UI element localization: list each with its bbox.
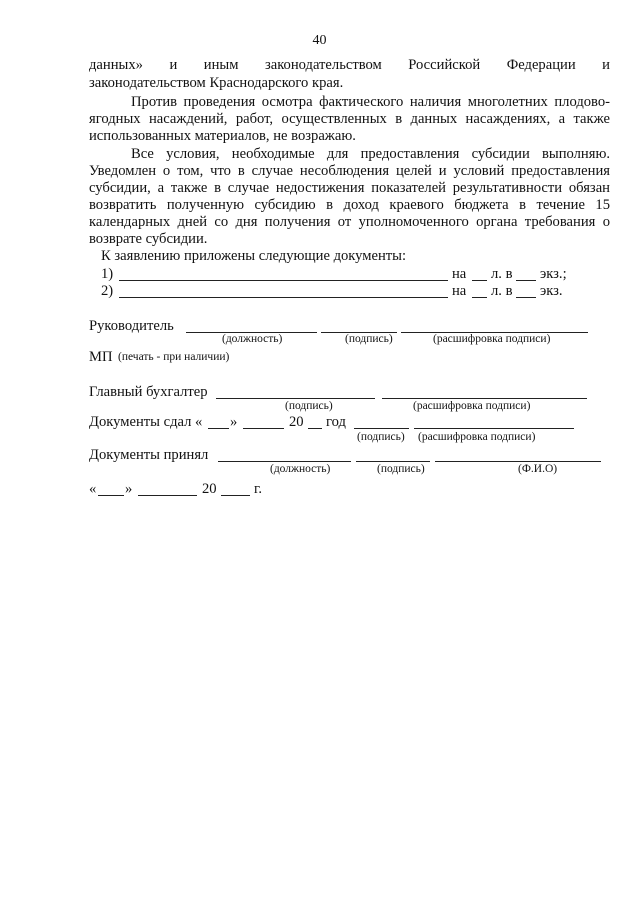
submitted-signature-caption: (подпись) — [357, 431, 405, 443]
received-name-caption: (Ф.И.О) — [518, 463, 558, 475]
attachment-2-line[interactable] — [119, 297, 448, 298]
para1-line2: законодательством Краснодарского края. — [89, 75, 344, 91]
submitted-label: Документы сдал « — [89, 414, 203, 430]
attachment-1-line[interactable] — [119, 280, 448, 281]
attachment-1-l: л. в — [491, 266, 513, 282]
para1-line1 — [89, 57, 610, 74]
para3-line6: возврате субсидии. — [89, 231, 208, 247]
submitted-year-field[interactable] — [308, 428, 322, 429]
submitted-transcript-field[interactable] — [414, 428, 574, 429]
received-day-field[interactable] — [98, 495, 124, 496]
received-label: Документы принял — [89, 447, 209, 463]
attachment-1-sheets-field[interactable] — [472, 280, 487, 281]
attachment-2-na: на — [452, 283, 467, 299]
received-position-field[interactable] — [218, 461, 351, 462]
accountant-transcript-caption: (расшифровка подписи) — [413, 400, 531, 412]
stamp-label: МП — [89, 349, 113, 365]
attachment-1-number: 1) — [101, 266, 114, 282]
para2-line1: Против проведения осмотра фактического наличия многолетних плодово- — [131, 94, 610, 110]
word: Российской — [408, 57, 481, 73]
attachment-1-ekz: экз.; — [540, 266, 567, 282]
accountant-label: Главный бухгалтер — [89, 384, 208, 400]
attachment-2-copies-field[interactable] — [516, 297, 536, 298]
received-position-caption: (должность) — [270, 463, 331, 475]
accountant-signature-caption: (подпись) — [285, 400, 333, 412]
attachment-2-l: л. в — [491, 283, 513, 299]
attachment-1-copies-field[interactable] — [516, 280, 536, 281]
para2-line3: использованных материалов, не возражаю. — [89, 128, 356, 144]
accountant-signature-field[interactable] — [216, 398, 375, 399]
received-close-quote: » — [125, 481, 133, 497]
attachments-intro: К заявлению приложены следующие документы: — [101, 248, 407, 264]
para3-line2: Уведомлен о том, что в случае несоблюдения целей и условий предоставления — [89, 163, 610, 179]
para3-line4: возвратить полученную субсидию в доход краевого бюджета в течение 15 — [89, 197, 610, 213]
para3-line3: субсидии, а также в случае недостижения показателей результативности обязан — [89, 180, 610, 196]
head-signature-caption: (подпись) — [345, 333, 393, 345]
word: иным — [203, 57, 239, 73]
stamp-note: (печать - при наличии) — [118, 351, 230, 363]
page-number: 40 — [312, 33, 327, 48]
received-open-quote: « — [89, 481, 97, 497]
para2-line2: ягодных насаждений, работ, осуществленных в данных насаждениях, а также — [89, 111, 610, 127]
submitted-year-word: год — [326, 414, 346, 430]
word: и — [169, 57, 178, 73]
word: данных» — [89, 57, 143, 73]
head-transcript-caption: (расшифровка подписи) — [433, 333, 551, 345]
attachment-2-number: 2) — [101, 283, 114, 299]
submitted-close-quote: » — [230, 414, 238, 430]
word: и — [602, 57, 610, 73]
submitted-year-prefix: 20 — [289, 414, 304, 430]
attachment-1-na: на — [452, 266, 467, 282]
word: законодательством — [264, 57, 382, 73]
received-year-field[interactable] — [221, 495, 250, 496]
received-month-field[interactable] — [138, 495, 197, 496]
submitted-month-field[interactable] — [243, 428, 284, 429]
received-signature-caption: (подпись) — [377, 463, 425, 475]
received-signature-field[interactable] — [356, 461, 430, 462]
received-name-field[interactable] — [435, 461, 601, 462]
attachment-2-ekz: экз. — [540, 283, 563, 299]
head-position-caption: (должность) — [222, 333, 283, 345]
para3-line1: Все условия, необходимые для предоставления субсидии выполняю. — [131, 146, 610, 162]
received-year-suffix: г. — [254, 481, 262, 497]
submitted-transcript-caption: (расшифровка подписи) — [418, 431, 536, 443]
head-label: Руководитель — [89, 318, 174, 334]
submitted-signature-field[interactable] — [354, 428, 409, 429]
accountant-transcript-field[interactable] — [382, 398, 587, 399]
attachment-2-sheets-field[interactable] — [472, 297, 487, 298]
submitted-day-field[interactable] — [208, 428, 229, 429]
received-year-prefix: 20 — [202, 481, 217, 497]
word: Федерации — [506, 57, 576, 73]
para3-line5: календарных дней со дня получения от уполномоченного органа требования о — [89, 214, 610, 230]
